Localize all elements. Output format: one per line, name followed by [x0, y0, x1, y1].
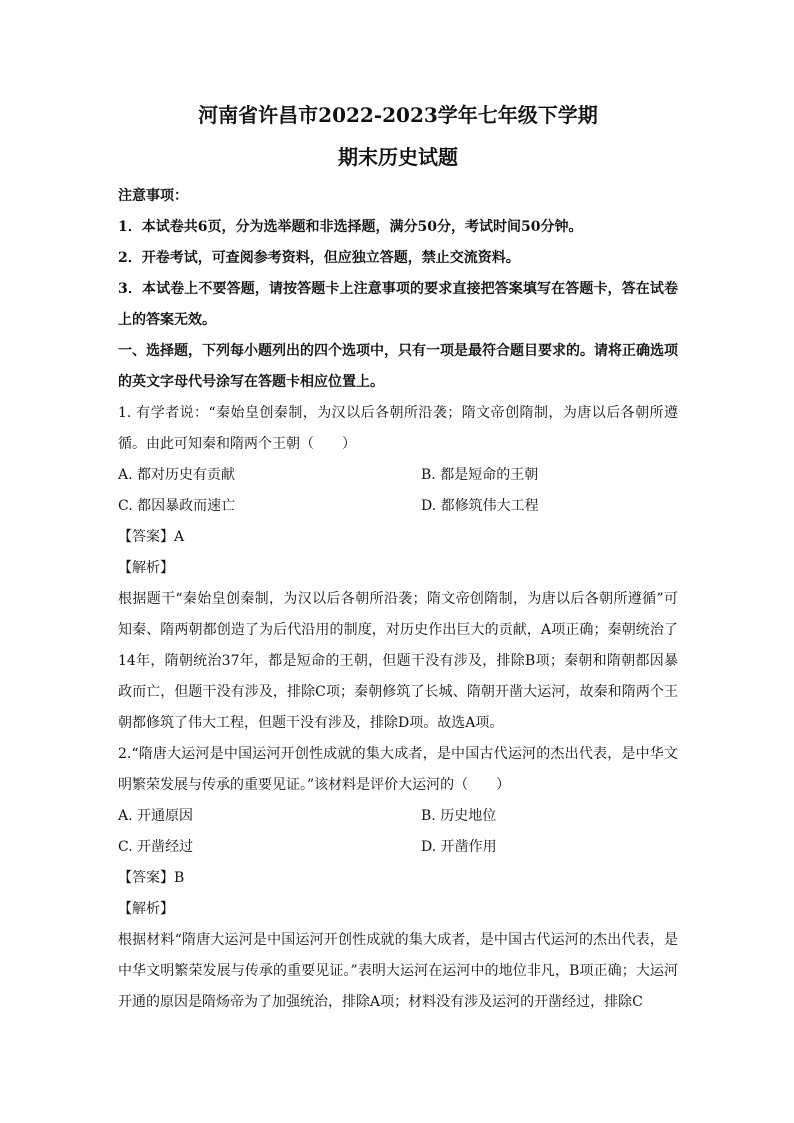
question-2-answer: 【答案】B [118, 870, 185, 886]
question-1-option-b: B. 都是短命的王朝 [421, 467, 539, 483]
question-1-options-row1 [118, 460, 678, 491]
question-2-option-b: B. 历史地位 [421, 808, 497, 824]
question-2-option-a: A. 开通原因 [118, 808, 194, 824]
question-1-analysis: 根据题干“秦始皇创秦制，为汉以后各朝所沿袭；隋文帝创隋制，为唐以后各朝所遵循”可知秦、隋两朝都创造了为后代沿用的制度，对历史作出巨大的贡献，A项正确；秦朝统治了14年，隋朝统治37年，都是短命的王朝，但题干没有涉及，排除B项；秦朝和隋朝都因暴政而亡，但题干没有涉及，排除C项；秦朝修筑了长城、隋朝开凿大运河，故秦和隋两个王朝都修筑了伟大工程，但题干没有涉及，排除D项。故选A项。 [118, 591, 678, 731]
question-1-option-a: A. 都对历史有贡献 [118, 467, 236, 483]
question-1-option-d: D. 都修筑伟大工程 [421, 498, 539, 514]
question-1-stem: 1. 有学者说：“秦始皇创秦制，为汉以后各朝所沿袭；隋文帝创隋制，为唐以后各朝所遵循。由此可知秦和隋两个王朝（ ） [118, 405, 678, 452]
question-2-analysis: 根据材料“隋唐大运河是中国运河开创性成就的集大成者，是中国古代运河的杰出代表，是中华文明繁荣发展与传承的重要见证。”表明大运河在运河中的地位非凡，B项正确；大运河开通的原因是隋炀帝为了加强统治，排除A项；材料没有涉及运河的开凿经过，排除C [118, 932, 678, 1010]
section-heading: 一、选择题，下列每小题列出的四个选项中，只有一项是最符合题目要求的。请将正确选项的英文字母代号涂写在答题卡相应位置上。 [118, 343, 678, 390]
question-1-option-c: C. 都因暴政而速亡 [118, 498, 236, 514]
note-item-2: 2．开卷考试，可查阅参考资料，但应独立答题，禁止交流资料。 [118, 250, 520, 266]
note-item-3: 3．本试卷上不要答题，请按答题卡上注意事项的要求直接把答案填写在答题卡，答在试卷上的答案无效。 [118, 281, 678, 328]
question-2-stem: 2.“隋唐大运河是中国运河开创性成就的集大成者，是中国古代运河的杰出代表，是中华文明繁荣发展与传承的重要见证。”该材料是评价大运河的（ ） [118, 746, 678, 793]
exam-title-line1: 河南省许昌市2022-2023学年七年级下学期 [198, 103, 598, 127]
note-item-1: 1．本试卷共6页，分为选举题和非选择题，满分50分，考试时间50分钟。 [118, 219, 583, 235]
question-1-answer: 【答案】A [118, 529, 185, 545]
question-2-analysis-label: 【解析】 [118, 901, 174, 917]
question-2-option-c: C. 开凿经过 [118, 839, 194, 855]
question-1-analysis-label: 【解析】 [118, 560, 174, 576]
question-2-option-d: D. 开凿作用 [421, 839, 497, 855]
notes-heading: 注意事项： [118, 188, 188, 204]
exam-page [118, 100, 678, 1018]
question-2-options-row2 [118, 832, 678, 863]
question-1-options-row2 [118, 491, 678, 522]
question-2-options-row1 [118, 801, 678, 832]
exam-title-line2: 期末历史试题 [338, 145, 458, 169]
